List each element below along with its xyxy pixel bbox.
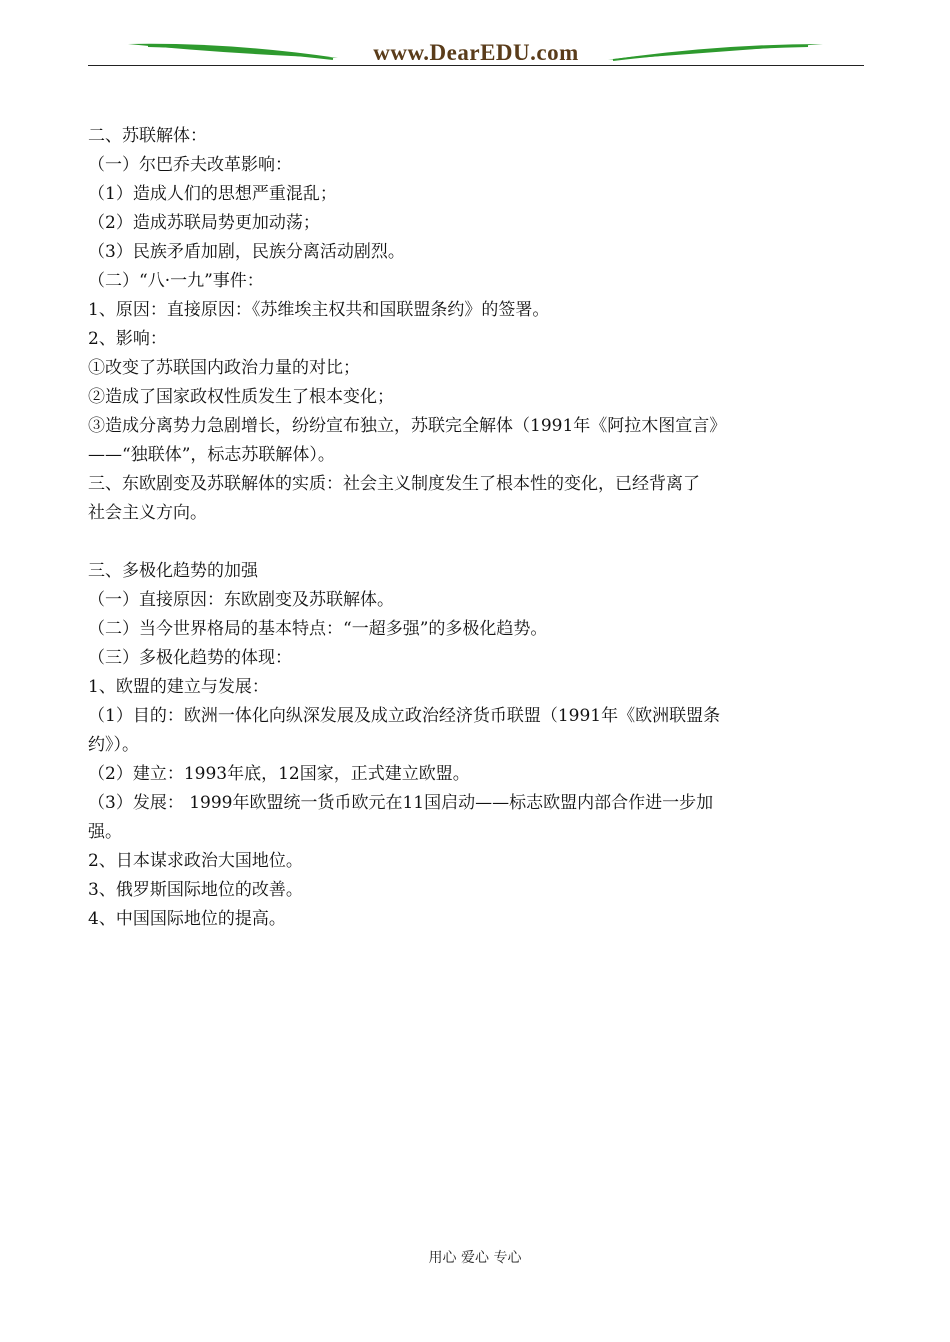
- text-line: （2）造成苏联局势更加动荡；: [88, 213, 320, 233]
- text-line: ③造成分离势力急剧增长，纷纷宣布独立，苏联完全解体（1991年《阿拉木图宣言》: [88, 416, 727, 436]
- text-line: （3）发展： 1999年欧盟统一货币欧元在11国启动——标志欧盟内部合作进一步加: [88, 793, 714, 813]
- text-line: 1、欧盟的建立与发展：: [88, 677, 269, 697]
- page-footer: 用心 爱心 专心: [428, 1250, 522, 1266]
- section-heading: 二、苏联解体：: [88, 126, 207, 146]
- text-line: 2、日本谋求政治大国地位。: [88, 851, 303, 871]
- subsection-heading: （二）“八·一九”事件：: [88, 271, 264, 291]
- document-body: [88, 122, 864, 934]
- text-line: ——“独联体”，标志苏联解体）。: [88, 445, 335, 465]
- text-line: 约》）。: [88, 735, 139, 755]
- text-line: 1、原因：直接原因：《苏维埃主权共和国联盟条约》的签署。: [88, 300, 550, 320]
- text-line: ①改变了苏联国内政治力量的对比；: [88, 358, 360, 378]
- text-line: （1）目的：欧洲一体化向纵深发展及成立政治经济货币联盟（1991年《欧洲联盟条: [88, 706, 721, 726]
- text-line: 强。: [88, 822, 122, 842]
- text-line: 2、影响：: [88, 329, 167, 349]
- subsection-heading: （二）当今世界格局的基本特点：“一超多强”的多极化趋势。: [88, 619, 548, 639]
- site-brand: www.DearEDU.com: [373, 40, 579, 65]
- text-line: 4、中国国际地位的提高。: [88, 909, 286, 929]
- text-line: （2）建立：1993年底，12国家，正式建立欧盟。: [88, 764, 470, 784]
- text-line: （3）民族矛盾加剧，民族分离活动剧烈。: [88, 242, 405, 262]
- subsection-heading: （一）尔巴乔夫改革影响：: [88, 155, 292, 175]
- section-heading: 三、多极化趋势的加强: [88, 561, 258, 581]
- subsection-heading: （一）直接原因：东欧剧变及苏联解体。: [88, 590, 394, 610]
- text-line: 社会主义方向。: [88, 503, 207, 523]
- text-line: （1）造成人们的思想严重混乱；: [88, 184, 337, 204]
- subsection-heading: （三）多极化趋势的体现：: [88, 648, 292, 668]
- text-line: 3、俄罗斯国际地位的改善。: [88, 880, 303, 900]
- section-heading: 三、东欧剧变及苏联解体的实质：社会主义制度发生了根本性的变化，已经背离了: [88, 474, 700, 494]
- text-line: ②造成了国家政权性质发生了根本变化；: [88, 387, 394, 407]
- header-rule: [88, 65, 864, 66]
- blank-line: [88, 528, 864, 557]
